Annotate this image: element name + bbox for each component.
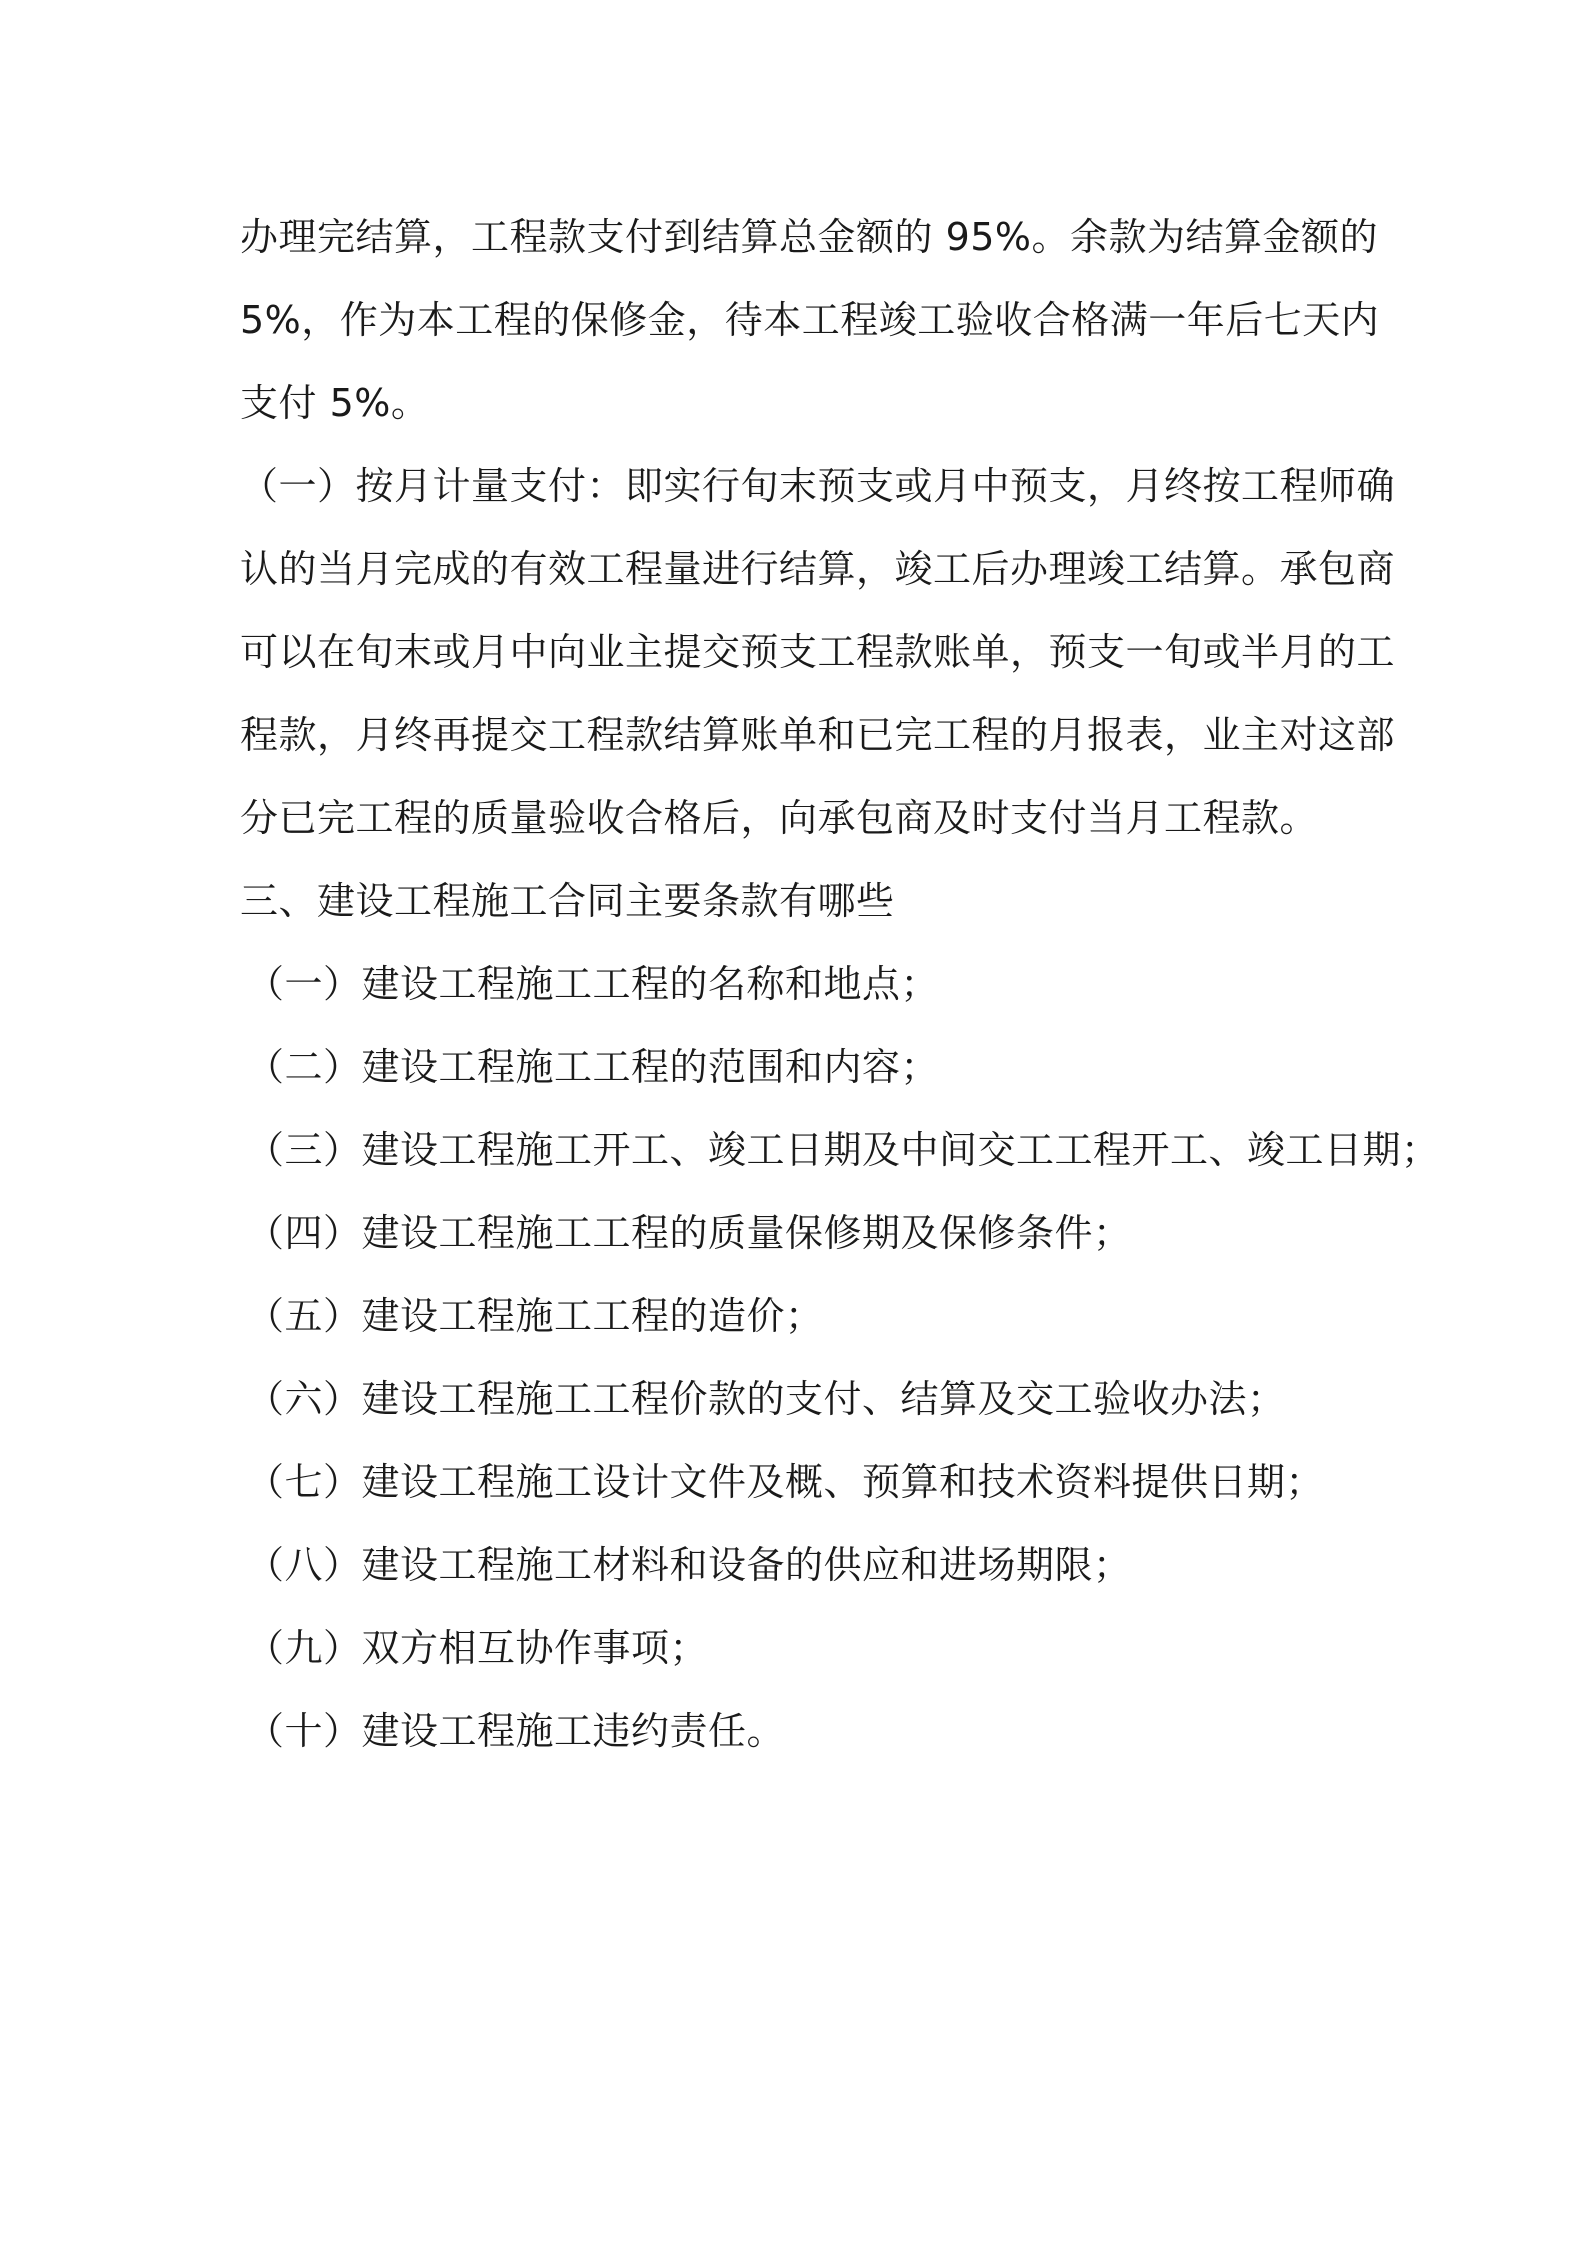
text-line: 可以在旬末或月中向业主提交预支工程款账单，预支一旬或半月的工 [240, 630, 1396, 674]
text-line: 支付 5%。 [240, 381, 430, 425]
section-heading: 三、建设工程施工合同主要条款有哪些 [240, 879, 895, 923]
clause-item: （三）建设工程施工开工、竣工日期及中间交工工程开工、竣工日期； [246, 1128, 1440, 1172]
clause-item: （四）建设工程施工工程的质量保修期及保修条件； [246, 1211, 1132, 1255]
monthly-payment-paragraph [240, 445, 1396, 860]
clause-item: （九）双方相互协作事项； [246, 1626, 709, 1670]
clause-item: （一）建设工程施工工程的名称和地点； [246, 962, 940, 1006]
clause-item: （七）建设工程施工设计文件及概、预算和技术资料提供日期； [246, 1460, 1325, 1504]
text-line: 认的当月完成的有效工程量进行结算，竣工后办理竣工结算。承包商 [240, 547, 1396, 591]
clause-item: （十）建设工程施工违约责任。 [246, 1709, 786, 1753]
clause-item: （二）建设工程施工工程的范围和内容； [246, 1045, 940, 1089]
clause-list [240, 943, 1440, 1773]
document-body [240, 196, 1440, 1773]
clause-item: （八）建设工程施工材料和设备的供应和进场期限； [246, 1543, 1132, 1587]
text-line: 分已完工程的质量验收合格后，向承包商及时支付当月工程款。 [240, 796, 1319, 840]
text-line: 办理完结算，工程款支付到结算总金额的 95%。余款为结算金额的 [240, 215, 1379, 259]
text-line: 5%，作为本工程的保修金，待本工程竣工验收合格满一年后七天内 [240, 298, 1380, 342]
clause-item: （五）建设工程施工工程的造价； [246, 1294, 824, 1338]
text-line: 程款，月终再提交工程款结算账单和已完工程的月报表，业主对这部 [240, 713, 1396, 757]
payment-paragraph [240, 196, 1380, 445]
text-line: （一）按月计量支付：即实行旬末预支或月中预支，月终按工程师确 [240, 464, 1396, 508]
clause-item: （六）建设工程施工工程价款的支付、结算及交工验收办法； [246, 1377, 1286, 1421]
